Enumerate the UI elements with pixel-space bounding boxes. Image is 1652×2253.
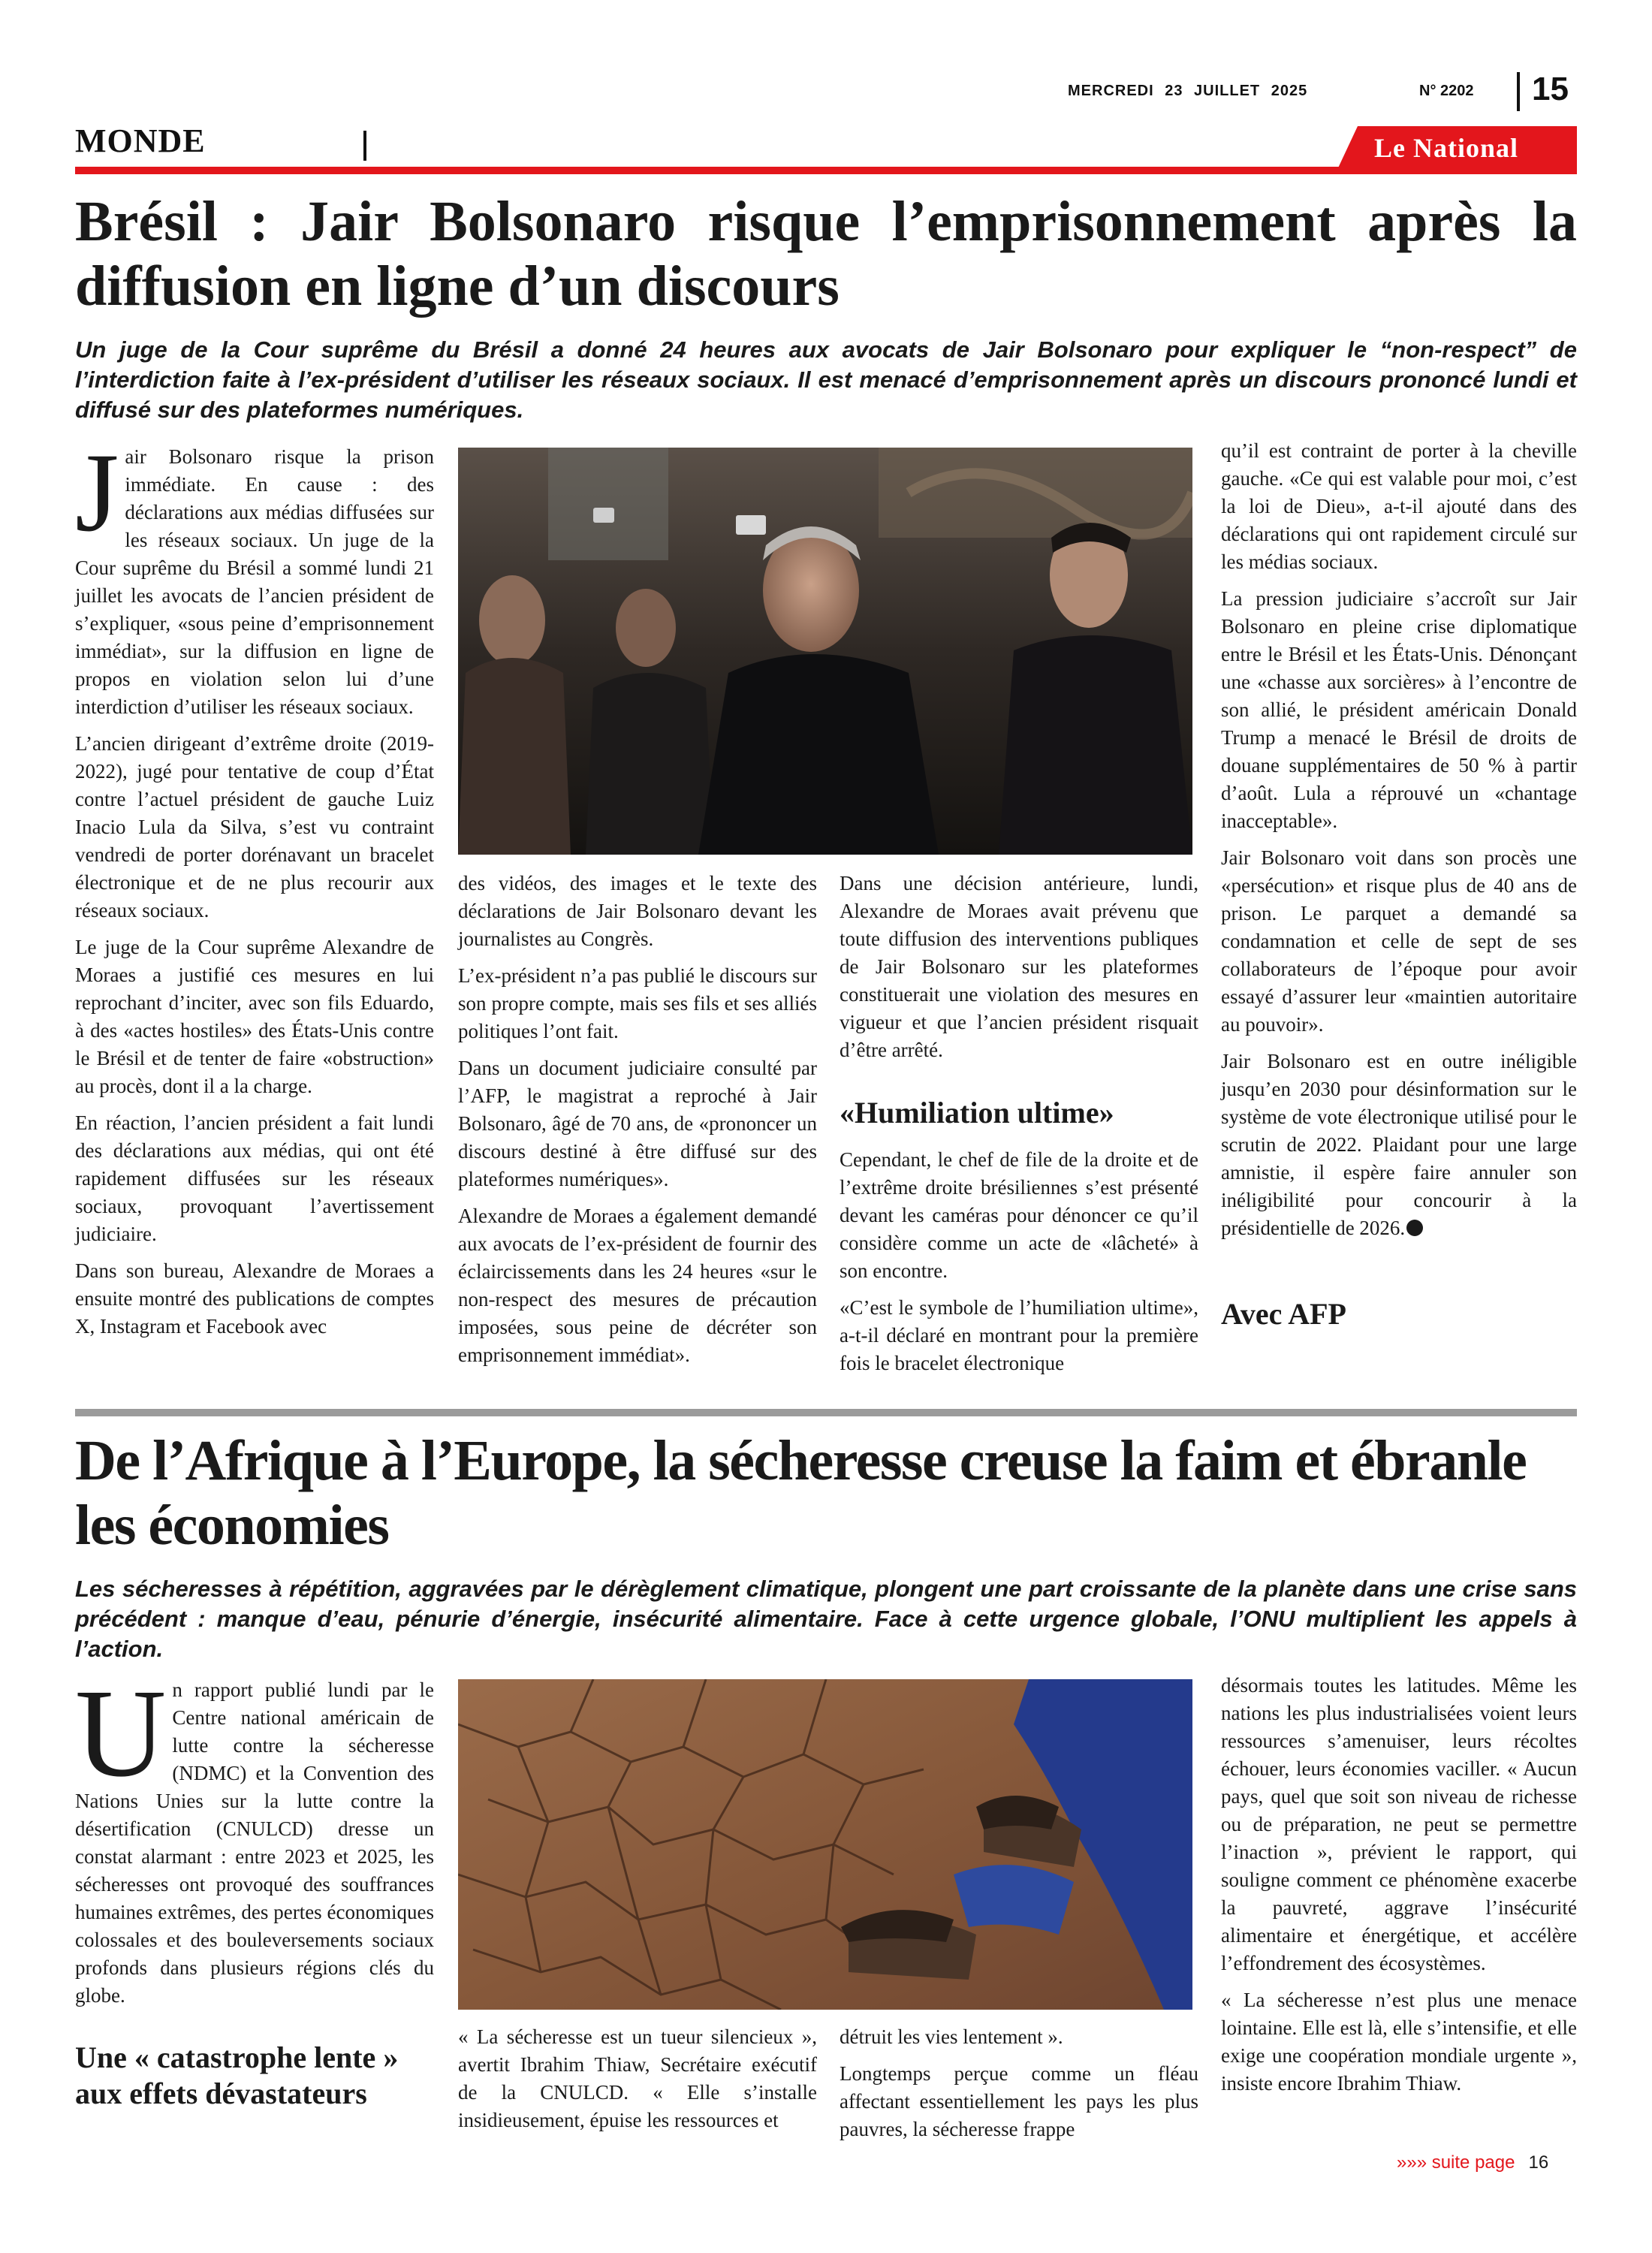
article1-col4 (1221, 437, 1577, 1251)
article1-headline: Brésil : Jair Bolsonaro risque l’emprisonnement après la diffusion en ligne d’un discours (75, 190, 1577, 318)
continued-page: 16 (1528, 2152, 1549, 2173)
continued-link[interactable] (1397, 2152, 1548, 2173)
paragraph: Alexandre de Moraes a également demandé aux avocats de l’ex-président de fournir des éclaircissements dans les 24 heures «sur le non-respect des mesures de précaution imposées, sous peine de décréter son emprisonnement immédiat». (458, 1205, 817, 1366)
paragraph: air Bolsonaro risque la prison immédiate. En cause : des déclarations aux médias diffusées sur les réseaux sociaux. Un juge de la Cour suprême du Brésil a sommé lundi 21 juillet les avocats de l’ancien président de s’expliquer, «sous peine d’emprisonnement immédiat», sur la diffusion en ligne de propos en violation selon lui d’une interdiction d’utiliser les réseaux sociaux. (75, 445, 434, 718)
article1-col2 (458, 870, 817, 1378)
article2-dropcap: U (75, 1663, 167, 1803)
paragraph: Cependant, le chef de file de la droite et de l’extrême droite brésiliennes s’est présenté devant les caméras pour dénoncer ce qu’il considère comme un acte de «lâcheté» à son encontre. (840, 1148, 1198, 1282)
paragraph: Jair Bolsonaro voit dans son procès une «persécution» et risque plus de 40 ans de prison. Le parquet a demandé sa condamnation et celle de sept de ses collaborateurs de l’époque pour avoir essayé d’assurer leur «maintien autoritaire au pouvoir». (1221, 846, 1577, 1036)
paragraph: désormais toutes les latitudes. Même les nations les plus industrialisées voient leurs ressources s’amenuiser, leurs récoltes échouer, leurs économies vaciller. « Aucun pays, quel que soit son niveau de richesse ou de préparation, ne peut se permettre l’inaction », prévient le rapport, qui souligne comment ce phénomène exacerbe la pauvreté, aggrave l’insécurité alimentaire et énergétique, et accélère l’effondrement des écosystèmes. (1221, 1674, 1577, 1974)
continued-label: »»» suite page (1397, 2152, 1515, 2173)
paragraph: L’ancien dirigeant d’extrême droite (2019-2022), jugé pour tentative de coup d’État contre l’actuel président de gauche Luiz Inacio Lula da Silva, s’est vu contraint vendredi de porter dorénavant un bracelet électronique et de ne plus recourir aux réseaux sociaux. (75, 732, 434, 921)
article2-col2 (458, 2023, 817, 2143)
paragraph: Dans un document judiciaire consulté par l’AFP, le magistrat a reproché à Jair Bolsonaro, âgé de 70 ans, de «prononcer un discours destiné à être diffusé sur des plateformes numériques». (458, 1057, 817, 1190)
paragraph: n rapport publié lundi par le Centre national américain de lutte contre la sécheresse (NDMC) et la Convention des Nations Unies sur la lutte contre la désertification (CNULCD) dresse un constat alarmant : entre 2023 et 2025, les sécheresses ont provoqué des souffrances humaines extrêmes, des pertes économiques colossales et des bouleversements sociaux profonds dans plusieurs régions clés du globe. (75, 1678, 434, 2007)
article2-headline: De l’Afrique à l’Europe, la sécheresse creuse la faim et ébranle les économies (75, 1429, 1527, 1557)
article2-subhead: Une « catastrophe lente » aux effets dévastateurs (75, 2040, 399, 2110)
paragraph: Longtemps perçue comme un fléau affectant essentiellement les pays les plus pauvres, la sécheresse frappe (840, 2062, 1198, 2140)
article2-lede: Les sécheresses à répétition, aggravées par le dérèglement climatique, plongent une part croissante de la planète dans une crise sans précédent : manque d’eau, pénurie d’énergie, insécurité alimentaire. Face à cette urgence globale, l’ONU multiplient les appels à l’action. (75, 1576, 1577, 1662)
article1-col3 (840, 870, 1198, 1073)
article1-lede: Un juge de la Cour suprême du Brésil a donné 24 heures aux avocats de Jair Bolsonaro pour expliquer le “non-respect” de l’interdiction faite à l’ex-président d’utiliser les réseaux sociaux. Il est menacé d’emprisonnement après un discours prononcé lundi et diffusé sur des plateformes numériques. (75, 336, 1577, 423)
paragraph: Dans une décision antérieure, lundi, Alexandre de Moraes avait prévenu que toute diffusion des interventions publiques de Jair Bolsonaro sur les plateformes constituerait une violation des mesures en vigueur et que l’ancien président risquait d’être arrêté. (840, 872, 1198, 1061)
article1-subhead: «Humiliation ultime» (840, 1096, 1114, 1130)
paragraph: La pression judiciaire s’accroît sur Jair Bolsonaro en pleine crise diplomatique entre le Brésil et les États-Unis. Dénonçant une «chasse aux sorcières» à l’encontre de son allié, le président américain Donald Trump a menacé le Brésil de droits de douane supplémentaires de 50 % à partir d’août. Lula a réprouvé un «chantage inacceptable». (1221, 587, 1577, 832)
brand-logo: Le National (1374, 133, 1519, 163)
article1-col1 (75, 430, 434, 1350)
paragraph: «C’est le symbole de l’humiliation ultime», a-t-il déclaré en montrant pour la première fois le bracelet électronique (840, 1296, 1198, 1374)
paragraph: Le juge de la Cour suprême Alexandre de Moraes a justifié ces mesures en lui reprochant d’inciter, avec son fils Eduardo, à des «actes hostiles» des États-Unis contre le Brésil et de tenter de faire «obstruction» au procès, dont il a la charge. (75, 936, 434, 1097)
article1-dropcap: J (75, 430, 119, 555)
article1-col3b (840, 1146, 1198, 1386)
article-divider (75, 1409, 1577, 1416)
drought-photo (458, 1679, 1192, 2010)
paragraph: Jair Bolsonaro est en outre inéligible jusqu’en 2030 pour désinformation sur le système de vote électronique utilisé pour le scrutin de 2022. Plaidant pour une large amnistie, il espère faire annuler son inéligibilité pour concourir à la présidentielle de 2026. (1221, 1050, 1577, 1239)
paragraph: qu’il est contraint de porter à la cheville gauche. «Ce qui est valable pour moi, c’est la loi de Dieu», a-t-il ajouté dans des déclarations qui ont rapidement circulé sur les médias sociaux. (1221, 439, 1577, 573)
end-mark-icon (1406, 1220, 1423, 1236)
issue-number: N° 2202 (1419, 83, 1474, 99)
article2-col3 (840, 2023, 1198, 2152)
page-number: 15 (1532, 71, 1569, 107)
article2-col1 (75, 1663, 434, 2019)
paragraph: détruit les vies lentement ». (840, 2025, 1063, 2048)
paragraph: En réaction, l’ancien président a fait lundi des déclarations aux médias, qui ont été rapidement diffusées sur les réseaux sociaux, provoquant l’avertissement judiciaire. (75, 1111, 434, 1245)
header-divider (1517, 72, 1520, 111)
issue-date: MERCREDI 23 JUILLET 2025 (1068, 83, 1308, 99)
paragraph: Dans son bureau, Alexandre de Moraes a ensuite montré des publications de comptes X, Instagram et Facebook avec (75, 1259, 434, 1338)
paragraph: « La sécheresse n’est plus une menace lointaine. Elle est là, elle s’intensifie, et elle exige une coopération mondiale urgente », insiste encore Ibrahim Thiaw. (1221, 1989, 1577, 2095)
section-title: MONDE (75, 122, 206, 159)
paragraph: des vidéos, des images et le texte des déclarations de Jair Bolsonaro devant les journalistes au Congrès. (458, 872, 817, 950)
paragraph: « La sécheresse est un tueur silencieux », avertit Ibrahim Thiaw, Secrétaire exécutif de la CNULCD. « Elle s’installe insidieusement, épuise les ressources et (458, 2025, 817, 2131)
bolsonaro-photo (458, 448, 1192, 855)
article1-signature: Avec AFP (1221, 1297, 1346, 1331)
article2-col4 (1221, 1672, 1577, 2107)
paragraph: L’ex-président n’a pas publié le discours sur son propre compte, mais ses fils et ses alliés politiques l’ont fait. (458, 964, 817, 1042)
section-tick (363, 131, 366, 161)
